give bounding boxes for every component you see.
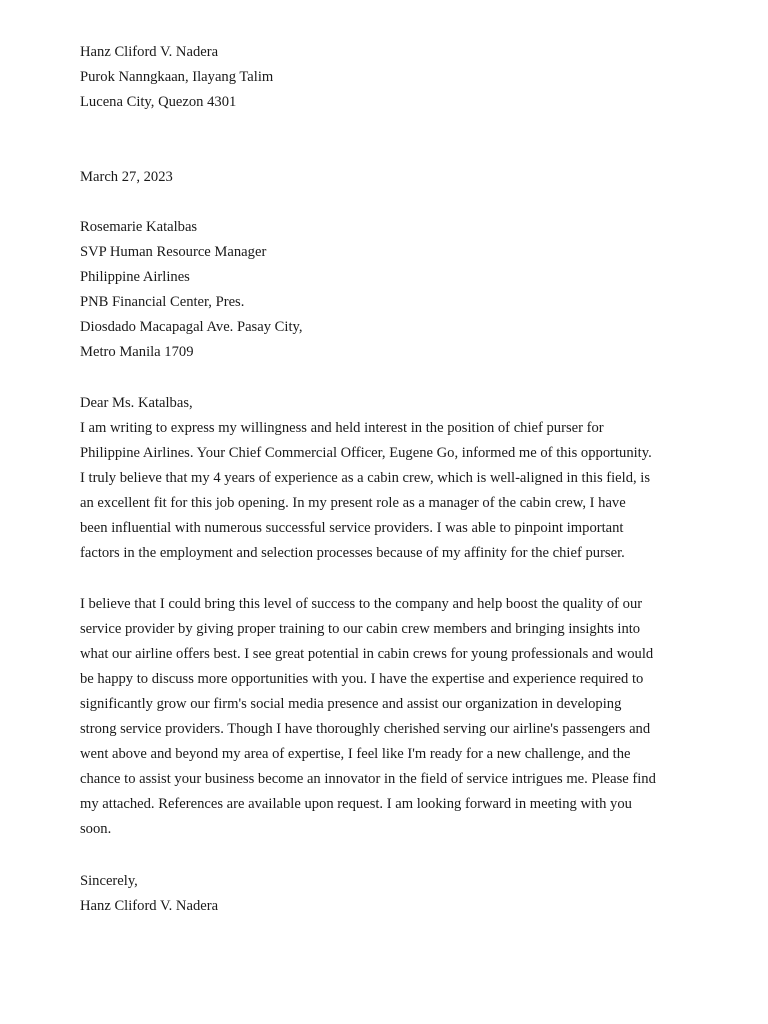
sender-name: Hanz Cliford V. Nadera	[80, 44, 219, 60]
body-paragraph-1	[80, 416, 692, 566]
body-paragraph-2	[80, 592, 692, 842]
paragraph-1-line: Philippine Airlines. Your Chief Commercial Officer, Eugene Go, informed me of this opportunity.	[80, 445, 652, 461]
paragraph-2-line: my attached. References are available upon request. I am looking forward in meeting with you	[80, 796, 632, 812]
paragraph-2-line: service provider by giving proper training to our cabin crew members and bringing insights into	[80, 621, 641, 637]
recipient-address-block	[80, 215, 700, 365]
recipient-name: Rosemarie Katalbas	[80, 219, 198, 235]
paragraph-1-line: I am writing to express my willingness and held interest in the position of chief purser for	[80, 420, 604, 436]
paragraph-2-line: chance to assist your business become an innovator in the field of service intrigues me. Please find	[80, 771, 656, 787]
signature-name: Hanz Cliford V. Nadera	[80, 898, 219, 914]
paragraph-2-line: soon.	[80, 821, 112, 837]
paragraph-2-line: be happy to discuss more opportunities with you. I have the expertise and experience required to	[80, 671, 644, 687]
paragraph-1-line: factors in the employment and selection processes because of my affinity for the chief purser.	[80, 545, 625, 561]
paragraph-2-line: what our airline offers best. I see great potential in cabin crews for young professionals and would	[80, 646, 654, 662]
letter-date: March 27, 2023	[80, 169, 173, 185]
recipient-title: SVP Human Resource Manager	[80, 244, 267, 260]
paragraph-2-line: went above and beyond my area of expertise, I feel like I'm ready for a new challenge, and the	[80, 746, 631, 762]
sender-address-line-2: Lucena City, Quezon 4301	[80, 94, 237, 110]
sender-address-block	[80, 40, 700, 115]
recipient-address-line-1: PNB Financial Center, Pres.	[80, 294, 245, 310]
paragraph-1-line: an excellent fit for this job opening. In my present role as a manager of the cabin crew, I have	[80, 495, 626, 511]
recipient-address-line-2: Diosdado Macapagal Ave. Pasay City,	[80, 319, 303, 335]
closing: Sincerely,	[80, 873, 138, 889]
salutation-block	[80, 391, 700, 416]
salutation: Dear Ms. Katalbas,	[80, 395, 193, 411]
paragraph-1-line: I truly believe that my 4 years of experience as a cabin crew, which is well-aligned in this field, is	[80, 470, 651, 486]
date-block	[80, 165, 700, 190]
paragraph-1-line: been influential with numerous successful service providers. I was able to pinpoint important	[80, 520, 624, 536]
paragraph-2-line: I believe that I could bring this level of success to the company and help boost the quality of our	[80, 596, 643, 612]
closing-block	[80, 869, 700, 919]
recipient-address-line-3: Metro Manila 1709	[80, 344, 194, 360]
sender-address-line-1: Purok Nanngkaan, Ilayang Talim	[80, 69, 274, 85]
paragraph-2-line: strong service providers. Though I have thoroughly cherished serving our airline's passengers and	[80, 721, 651, 737]
paragraph-2-line: significantly grow our firm's social media presence and assist our organization in developing	[80, 696, 622, 712]
recipient-company: Philippine Airlines	[80, 269, 190, 285]
